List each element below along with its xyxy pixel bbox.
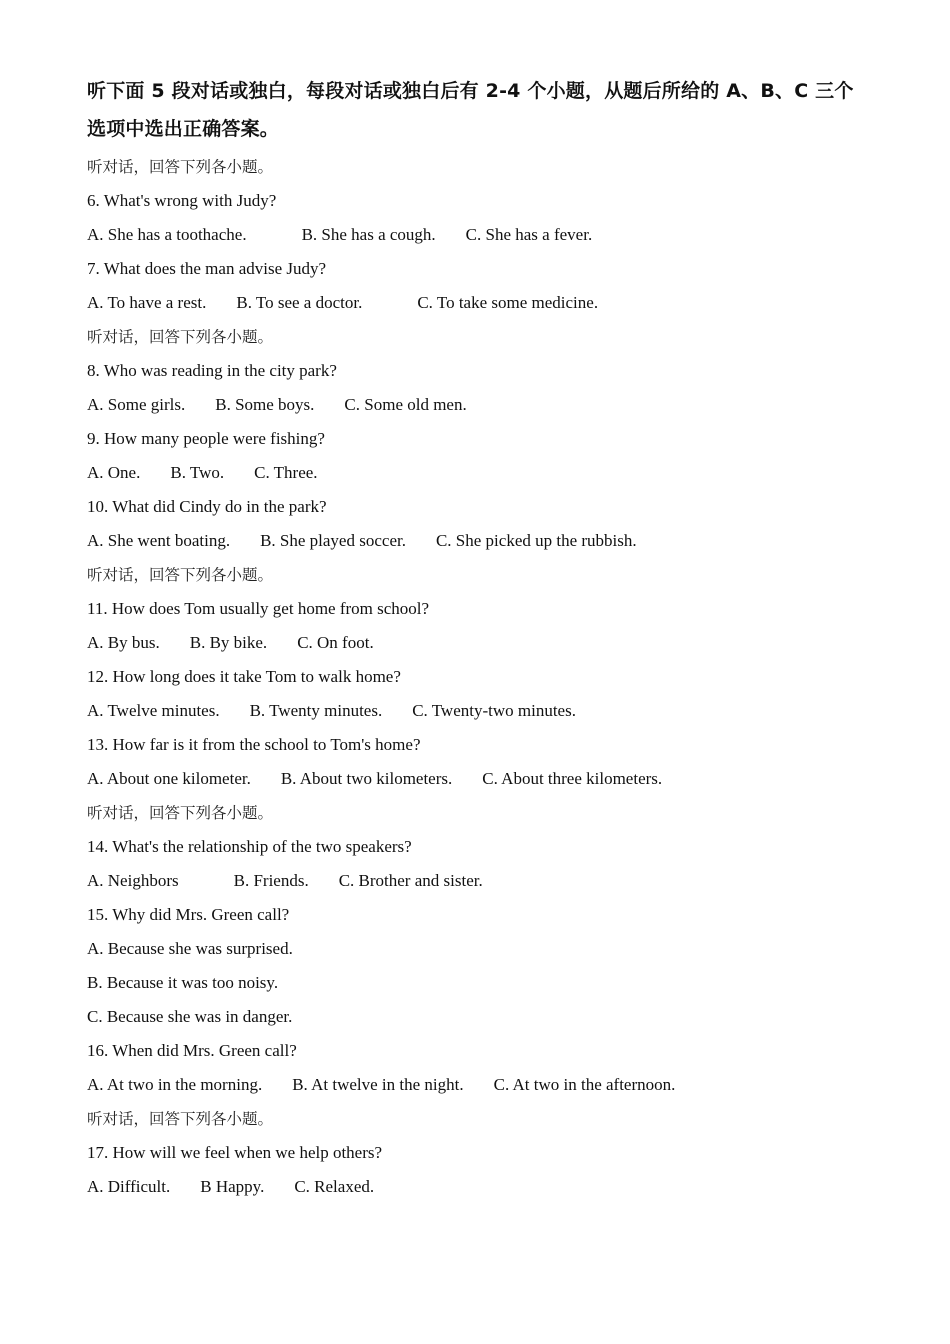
answer-options-row	[87, 626, 867, 660]
answer-option: A. By bus.	[87, 633, 160, 652]
answer-options-row	[87, 388, 867, 422]
section-instruction: 听对话，回答下列各小题。	[87, 158, 274, 176]
question-text: 14. What's the relationship of the two speakers?	[87, 837, 412, 856]
answer-option: C. Brother and sister.	[338, 871, 483, 890]
question-text: 6. What's wrong with Judy?	[87, 191, 277, 210]
answer-option: C. Because she was in danger.	[87, 1007, 293, 1026]
question-text: 13. How far is it from the school to Tom's home?	[87, 735, 421, 754]
question-text: 9. How many people were fishing?	[87, 429, 325, 448]
answer-options-row	[87, 1068, 867, 1102]
answer-option: B. Friends.	[233, 871, 309, 890]
section-heading: 听下面 5 段对话或独白，每段对话或独白后有 2-4 个小题，从题后所给的 A、B、C 三个选项中选出正确答案。	[87, 80, 854, 140]
answer-option: C. To take some medicine.	[417, 293, 599, 312]
answer-option: B. She has a cough.	[301, 225, 436, 244]
answer-option: A. Some girls.	[87, 395, 186, 414]
question-text: 11. How does Tom usually get home from school?	[87, 599, 430, 618]
question-text: 17. How will we feel when we help others?	[87, 1143, 383, 1162]
question-text: 8. Who was reading in the city park?	[87, 361, 337, 380]
answer-options-row	[87, 694, 867, 728]
answer-option: A. About one kilometer.	[87, 769, 251, 788]
answer-option: B. Some boys.	[215, 395, 315, 414]
exam-page	[87, 72, 867, 1204]
answer-option: B. Two.	[170, 463, 225, 482]
section-instruction: 听对话，回答下列各小题。	[87, 566, 274, 584]
answer-option: A. At two in the morning.	[87, 1075, 263, 1094]
answer-options-row	[87, 1170, 867, 1204]
answer-option: C. Three.	[254, 463, 318, 482]
question-text: 12. How long does it take Tom to walk home?	[87, 667, 401, 686]
answer-option: B. She played soccer.	[260, 531, 406, 550]
answer-options-row	[87, 762, 867, 796]
section-instruction: 听对话，回答下列各小题。	[87, 804, 274, 822]
answer-options-row	[87, 456, 867, 490]
answer-options-row	[87, 864, 867, 898]
question-text: 16. When did Mrs. Green call?	[87, 1041, 297, 1060]
answer-option: A. Twelve minutes.	[87, 701, 220, 720]
answer-options-row	[87, 524, 867, 558]
answer-option: C. About three kilometers.	[482, 769, 663, 788]
answer-option: A. She went boating.	[87, 531, 231, 550]
answer-option: C. Some old men.	[344, 395, 467, 414]
answer-option: C. On foot.	[297, 633, 374, 652]
answer-option: A. She has a toothache.	[87, 225, 247, 244]
answer-option: B. Because it was too noisy.	[87, 973, 279, 992]
answer-option: B. By bike.	[189, 633, 268, 652]
answer-options-row	[87, 218, 867, 252]
section-instruction: 听对话，回答下列各小题。	[87, 328, 274, 346]
question-text: 7. What does the man advise Judy?	[87, 259, 327, 278]
answer-option: B Happy.	[200, 1177, 265, 1196]
answer-option: C. At two in the afternoon.	[493, 1075, 676, 1094]
answer-option: B. About two kilometers.	[280, 769, 453, 788]
answer-option: C. Relaxed.	[294, 1177, 375, 1196]
question-text: 10. What did Cindy do in the park?	[87, 497, 327, 516]
answer-option: C. She has a fever.	[465, 225, 593, 244]
answer-option: B. At twelve in the night.	[292, 1075, 464, 1094]
answer-option: C. She picked up the rubbish.	[435, 531, 637, 550]
answer-option: C. Twenty-two minutes.	[412, 701, 576, 720]
answer-option: A. Because she was surprised.	[87, 939, 293, 958]
answer-option: A. One.	[87, 463, 141, 482]
section-instruction: 听对话，回答下列各小题。	[87, 1110, 274, 1128]
answer-option: B. Twenty minutes.	[249, 701, 383, 720]
listening-questions	[87, 150, 867, 1204]
answer-option: A. Difficult.	[87, 1177, 171, 1196]
answer-option: B. To see a doctor.	[236, 293, 363, 312]
question-text: 15. Why did Mrs. Green call?	[87, 905, 290, 924]
answer-options-row	[87, 286, 867, 320]
answer-option: A. To have a rest.	[87, 293, 207, 312]
answer-option: A. Neighbors	[87, 871, 179, 890]
